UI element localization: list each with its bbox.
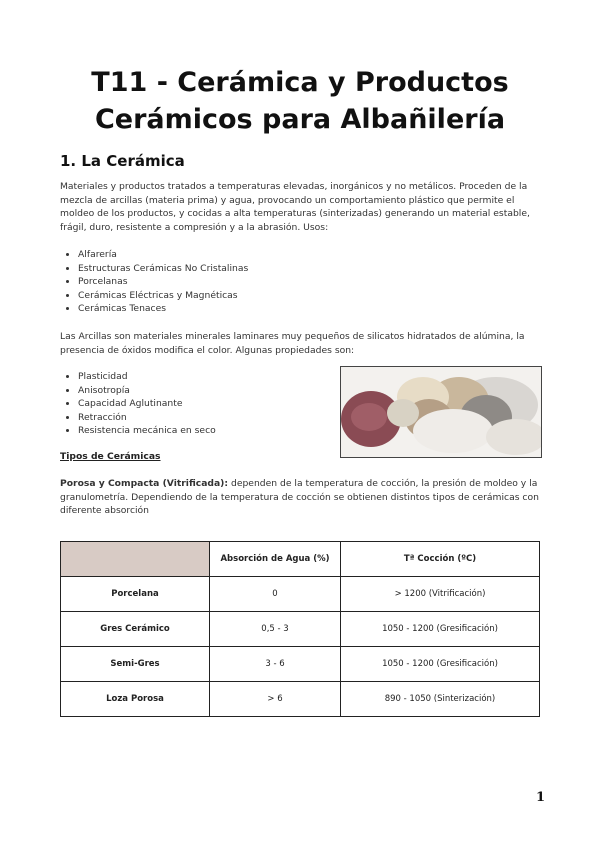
list-item: • Retracción — [78, 411, 216, 425]
table-cell: > 1200 (Vitrificación) — [341, 577, 540, 612]
table-cell: 1050 - 1200 (Gresificación) — [341, 612, 540, 647]
table-header-cell — [61, 542, 210, 577]
table-cell: 3 - 6 — [210, 647, 341, 682]
section-heading-ceramica: 1. La Cerámica — [60, 152, 185, 170]
table-cell: 0 — [210, 577, 341, 612]
table-row — [61, 577, 540, 612]
table-cell: Gres Cerámico — [61, 612, 210, 647]
ceramics-table — [60, 541, 540, 717]
clay-piles-illustration — [341, 367, 541, 457]
properties-list — [60, 370, 216, 438]
list-item: • Cerámicas Tenaces — [78, 302, 248, 316]
clay-powders-photo — [340, 366, 542, 458]
table-cell: 890 - 1050 (Sinterización) — [341, 682, 540, 717]
clays-paragraph: Las Arcillas son materiales minerales laminares muy pequeños de silicatos hidratados de alúmina, la presencia de óxidos modifica el color. Algunas propiedades son: — [60, 331, 525, 356]
list-item: • Alfarería — [78, 248, 248, 262]
page-number: 1 — [536, 790, 546, 805]
table-cell: Loza Porosa — [61, 682, 210, 717]
list-item: • Estructuras Cerámicas No Cristalinas — [78, 262, 248, 276]
table-cell: Semi-Gres — [61, 647, 210, 682]
table-header-cell: Absorción de Agua (%) — [210, 542, 341, 577]
types-paragraph — [60, 477, 540, 518]
types-lead-text: dependen de la temperatura de cocción, la presión de moldeo y la granulometría. Dependiendo de la temperatura de cocción se obtienen distintos tipos de cerámicas con diferente absorción — [60, 478, 539, 517]
types-heading: Tipos de Cerámicas — [60, 451, 161, 462]
list-item: • Anisotropía — [78, 384, 216, 398]
table-row — [61, 682, 540, 717]
table-row — [61, 612, 540, 647]
list-item: • Cerámicas Eléctricas y Magnéticas — [78, 289, 248, 303]
intro-paragraph: Materiales y productos tratados a temperaturas elevadas, inorgánicos y no metálicos. Proceden de la mezcla de arcillas (materia prima) y agua, provocando un comportamiento plástico que permite el moldeo de los productos, y cocidas a alta temperaturas (sinterizadas) generando un material estable, frágil, duro, resistente a compresión y a la abrasión. Usos: — [60, 181, 530, 233]
table-cell: > 6 — [210, 682, 341, 717]
page-title: T11 - Cerámica y Productos Cerámicos para Albañilería — [91, 67, 509, 135]
list-item: • Porcelanas — [78, 275, 248, 289]
table-cell: Porcelana — [61, 577, 210, 612]
list-item: • Plasticidad — [78, 370, 216, 384]
list-item: • Resistencia mecánica en seco — [78, 424, 216, 438]
table-header-cell: Tª Cocción (ºC) — [341, 542, 540, 577]
table-cell: 0,5 - 3 — [210, 612, 341, 647]
list-item: • Capacidad Aglutinante — [78, 397, 216, 411]
table-cell: 1050 - 1200 (Gresificación) — [341, 647, 540, 682]
table-row — [61, 647, 540, 682]
uses-list — [60, 248, 248, 316]
table-header-row — [61, 542, 540, 577]
types-lead-bold: Porosa y Compacta (Vitrificada): — [60, 478, 229, 489]
